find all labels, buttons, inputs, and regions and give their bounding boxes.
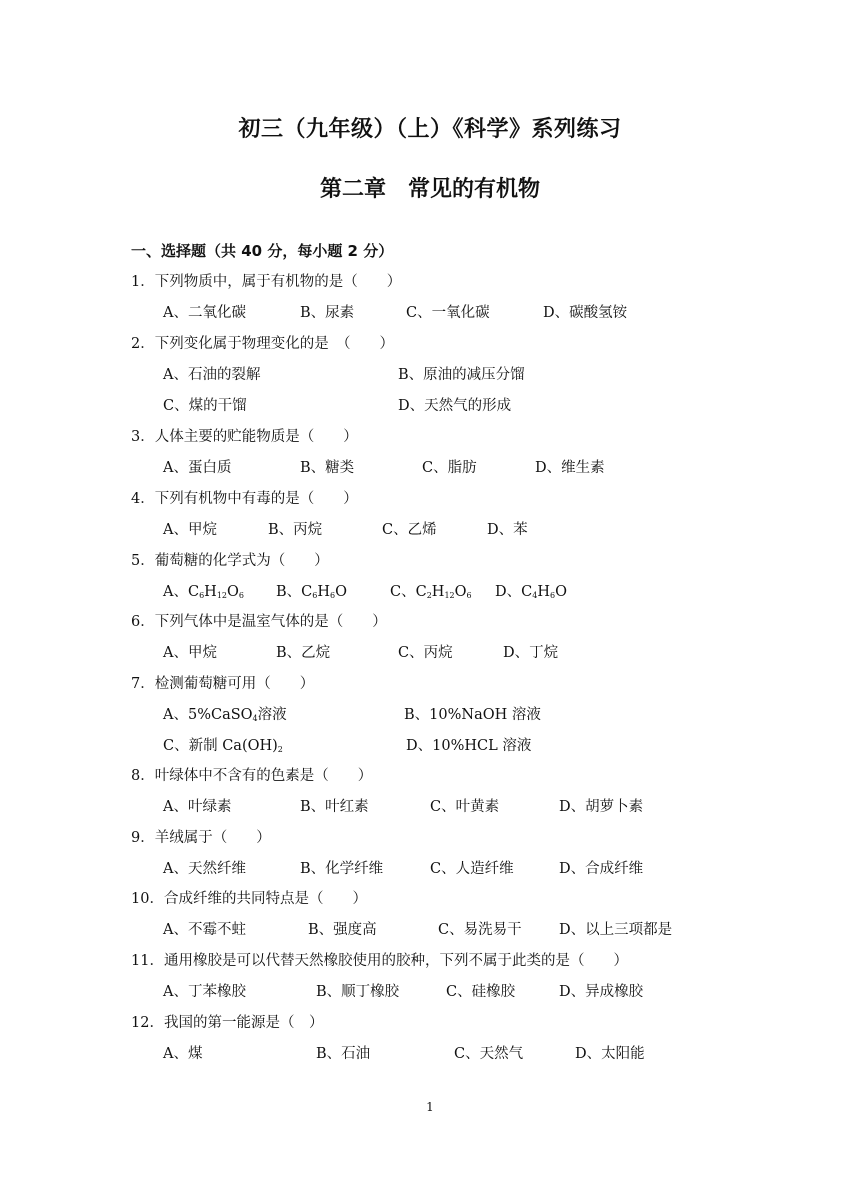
option-c: C、叶黄素 — [430, 799, 500, 815]
question-stem: 11．通用橡胶是可以代替天然橡胶使用的胶种，下列不属于此类的是（ ） — [131, 953, 628, 969]
option-c: C、$C_2H_{12}O_6$ — [390, 584, 472, 600]
option-d: D、天然气的形成 — [398, 398, 512, 414]
option-a: A、甲烷 — [163, 645, 217, 661]
page-number: 1 — [426, 1100, 434, 1114]
option-b: B、$C_6H_6O$ — [276, 584, 347, 600]
option-d: D、$C_4H_6O$ — [495, 584, 567, 600]
option-b: B、原油的减压分馏 — [398, 367, 525, 383]
option-c: C、丙烷 — [398, 645, 453, 661]
option-a: A、$C_6H_{12}O_6$ — [163, 584, 244, 600]
option-b: B、石油 — [316, 1046, 371, 1062]
option-b: B、尿素 — [300, 305, 355, 321]
option-d: D、碳酸氢铵 — [543, 305, 628, 321]
option-a: A、5%CaSO$_4$溶液 — [163, 707, 287, 723]
option-a: A、不霉不蛀 — [163, 922, 246, 938]
chapter-number: 第二章 — [319, 177, 386, 202]
question-stem: 6．下列气体中是温室气体的是（ ） — [131, 614, 387, 630]
option-b: B、化学纤维 — [300, 861, 384, 877]
option-b: B、乙烷 — [276, 645, 331, 661]
option-c: C、硅橡胶 — [446, 984, 516, 1000]
option-b: B、叶红素 — [300, 799, 369, 815]
option-c: C、人造纤维 — [430, 861, 514, 877]
option-a: A、甲烷 — [163, 522, 217, 538]
option-a: A、蛋白质 — [163, 460, 232, 476]
document-title: 初三（九年级）（上）《科学》系列练习 — [238, 117, 622, 142]
option-d: D、异成橡胶 — [559, 984, 644, 1000]
option-c: C、新制 $Ca(OH)_2$ — [163, 738, 283, 754]
option-a: A、丁苯橡胶 — [163, 984, 246, 1000]
question-stem: 5．葡萄糖的化学式为（ ） — [131, 553, 329, 569]
question-stem: 7．检测葡萄糖可用（ ） — [131, 676, 315, 692]
question-stem: 3．人体主要的贮能物质是（ ） — [131, 429, 358, 445]
question-stem: 12．我国的第一能源是（ ） — [131, 1015, 324, 1031]
section-heading: 一、选择题（共 40 分，每小题 2 分） — [131, 242, 394, 260]
question-stem: 1．下列物质中，属于有机物的是（ ） — [131, 274, 402, 290]
option-d: D、合成纤维 — [559, 861, 644, 877]
option-c: C、煤的干馏 — [163, 398, 247, 414]
option-b: B、强度高 — [308, 922, 377, 938]
option-d: D、丁烷 — [503, 645, 559, 661]
option-d: D、维生素 — [535, 460, 605, 476]
question-stem: 8．叶绿体中不含有的色素是（ ） — [131, 768, 373, 784]
chapter-heading — [0, 172, 860, 203]
option-c: C、乙烯 — [382, 522, 437, 538]
option-b: B、丙烷 — [268, 522, 323, 538]
question-stem: 4．下列有机物中有毒的是（ ） — [131, 491, 358, 507]
option-d: D、胡萝卜素 — [559, 799, 644, 815]
option-a: A、叶绿素 — [163, 799, 232, 815]
question-stem: 10．合成纤维的共同特点是（ ） — [131, 891, 367, 907]
chapter-name: 常见的有机物 — [408, 177, 541, 202]
option-c: C、天然气 — [454, 1046, 524, 1062]
option-c: C、脂肪 — [422, 460, 477, 476]
option-b: B、糖类 — [300, 460, 355, 476]
option-b: B、顺丁橡胶 — [316, 984, 400, 1000]
option-b: B、10%NaOH 溶液 — [404, 707, 541, 723]
option-c: C、易洗易干 — [438, 922, 522, 938]
option-a: A、二氧化碳 — [163, 305, 246, 321]
option-a: A、石油的裂解 — [163, 367, 261, 383]
question-stem: 9．羊绒属于（ ） — [131, 830, 271, 846]
option-d: D、太阳能 — [575, 1046, 645, 1062]
option-a: A、天然纤维 — [163, 861, 246, 877]
option-d: D、以上三项都是 — [559, 922, 673, 938]
option-c: C、一氧化碳 — [406, 305, 490, 321]
option-d: D、10%HCL 溶液 — [406, 738, 532, 754]
option-a: A、煤 — [163, 1046, 203, 1062]
question-stem: 2．下列变化属于物理变化的是 （ ） — [131, 336, 394, 352]
option-d: D、苯 — [487, 522, 528, 538]
